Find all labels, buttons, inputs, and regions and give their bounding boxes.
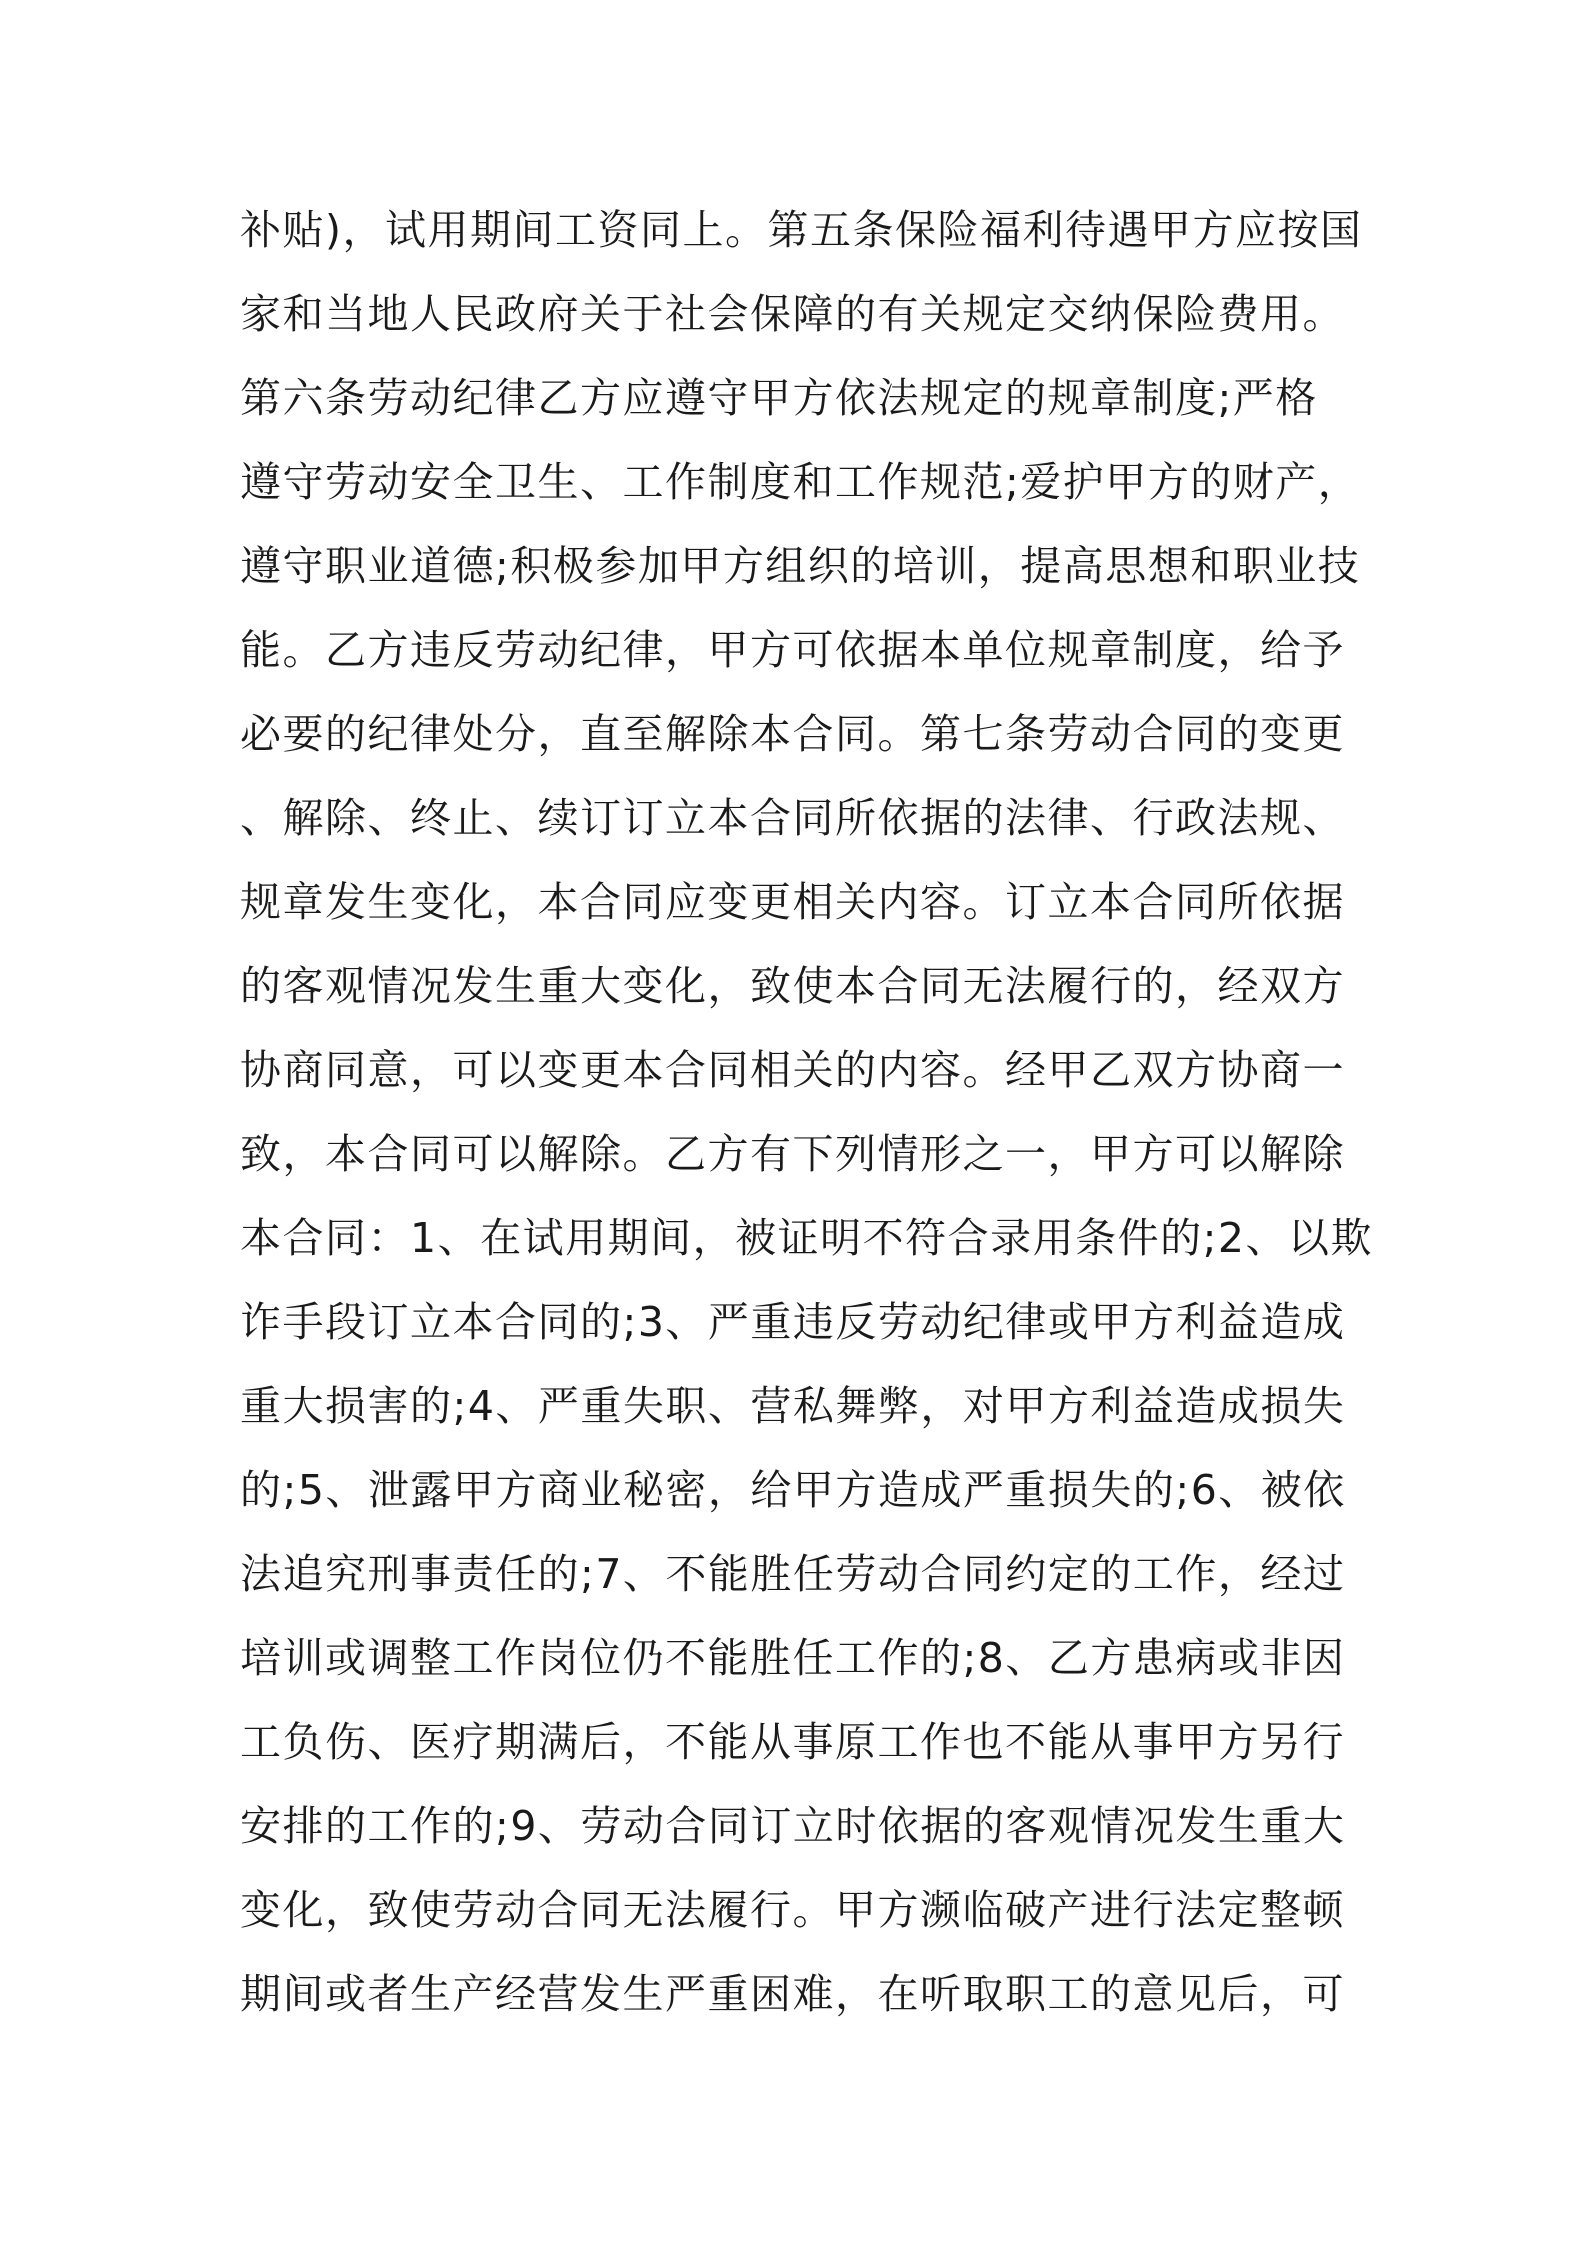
text-line-12: 致，本合同可以解除。乙方有下列情形之一，甲方可以解除 — [240, 1130, 1345, 1178]
text-line-10: 的客观情况发生重大变化，致使本合同无法履行的，经双方 — [240, 962, 1345, 1010]
text-line-11: 协商同意，可以变更本合同相关的内容。经甲乙双方协商一 — [240, 1046, 1345, 1094]
text-line-14: 诈手段订立本合同的;3、严重违反劳动纪律或甲方利益造成 — [240, 1298, 1346, 1346]
text-line-5: 遵守职业道德;积极参加甲方组织的培训，提高思想和职业技 — [240, 542, 1361, 590]
text-line-4: 遵守劳动安全卫生、工作制度和工作规范;爱护甲方的财产， — [240, 458, 1361, 506]
text-line-16: 的;5、泄露甲方商业秘密，给甲方造成严重损失的;6、被依 — [240, 1466, 1346, 1514]
text-line-20: 安排的工作的;9、劳动合同订立时依据的客观情况发生重大 — [240, 1802, 1346, 1850]
text-line-21: 变化，致使劳动合同无法履行。甲方濒临破产进行法定整顿 — [240, 1886, 1345, 1934]
text-line-8: 、解除、终止、续订订立本合同所依据的法律、行政法规、 — [240, 794, 1345, 842]
text-line-1: 补贴)，试用期间工资同上。第五条保险福利待遇甲方应按国 — [240, 206, 1363, 254]
text-line-18: 培训或调整工作岗位仍不能胜任工作的;8、乙方患病或非因 — [240, 1634, 1346, 1682]
text-line-17: 法追究刑事责任的;7、不能胜任劳动合同约定的工作，经过 — [240, 1550, 1346, 1598]
text-line-19: 工负伤、医疗期满后，不能从事原工作也不能从事甲方另行 — [240, 1718, 1345, 1766]
text-line-2: 家和当地人民政府关于社会保障的有关规定交纳保险费用。 — [240, 290, 1345, 338]
text-line-6: 能。乙方违反劳动纪律，甲方可依据本单位规章制度，给予 — [240, 626, 1345, 674]
text-line-15: 重大损害的;4、严重失职、营私舞弊，对甲方利益造成损失 — [240, 1382, 1346, 1430]
text-line-22: 期间或者生产经营发生严重困难，在听取职工的意见后，可 — [240, 1970, 1345, 2018]
text-line-3: 第六条劳动纪律乙方应遵守甲方依法规定的规章制度;严格 — [240, 374, 1318, 422]
text-line-13: 本合同：1、在试用期间，被证明不符合录用条件的;2、以欺 — [240, 1214, 1373, 1262]
text-line-9: 规章发生变化，本合同应变更相关内容。订立本合同所依据 — [240, 878, 1345, 926]
body-text — [240, 188, 1373, 2036]
text-line-7: 必要的纪律处分，直至解除本合同。第七条劳动合同的变更 — [240, 710, 1345, 758]
